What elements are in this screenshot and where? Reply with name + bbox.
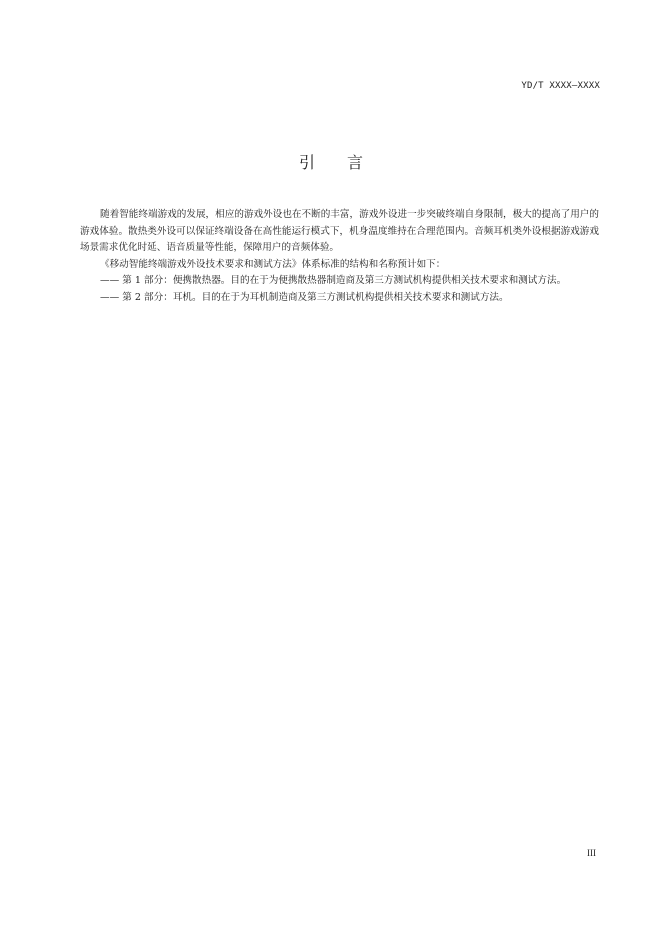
introduction-body [80, 207, 599, 307]
part-1-item: —— 第 1 部分：便携散热器。目的在于为便携散热器制造商及第三方测试机构提供相关技术要求和测试方法。 [100, 275, 567, 287]
structure-paragraph: 《移动智能终端游戏外设技术要求和测试方法》体系标准的结构和名称预计如下： [100, 258, 446, 270]
page-title-char-2: 言 [347, 153, 364, 172]
document-code: YD/T XXXX—XXXX [521, 81, 600, 91]
page-title-char-1: 引 [298, 153, 315, 172]
part-2-item: —— 第 2 部分：耳机。目的在于为耳机制造商及第三方测试机构提供相关技术要求和测试方法。 [100, 291, 509, 303]
page-number: III [587, 848, 596, 858]
intro-paragraph: 随着智能终端游戏的发展，相应的游戏外设也在不断的丰富，游戏外设进一步突破终端自身限制，极大的提高了用户的游戏体验。散热类外设可以保证终端设备在高性能运行模式下，机身温度维持在合理范围内。音频耳机类外设根据游戏游戏场景需求优化时延、语音质量等性能，保障用户的音频体验。 [80, 209, 599, 254]
page-title [0, 150, 662, 173]
